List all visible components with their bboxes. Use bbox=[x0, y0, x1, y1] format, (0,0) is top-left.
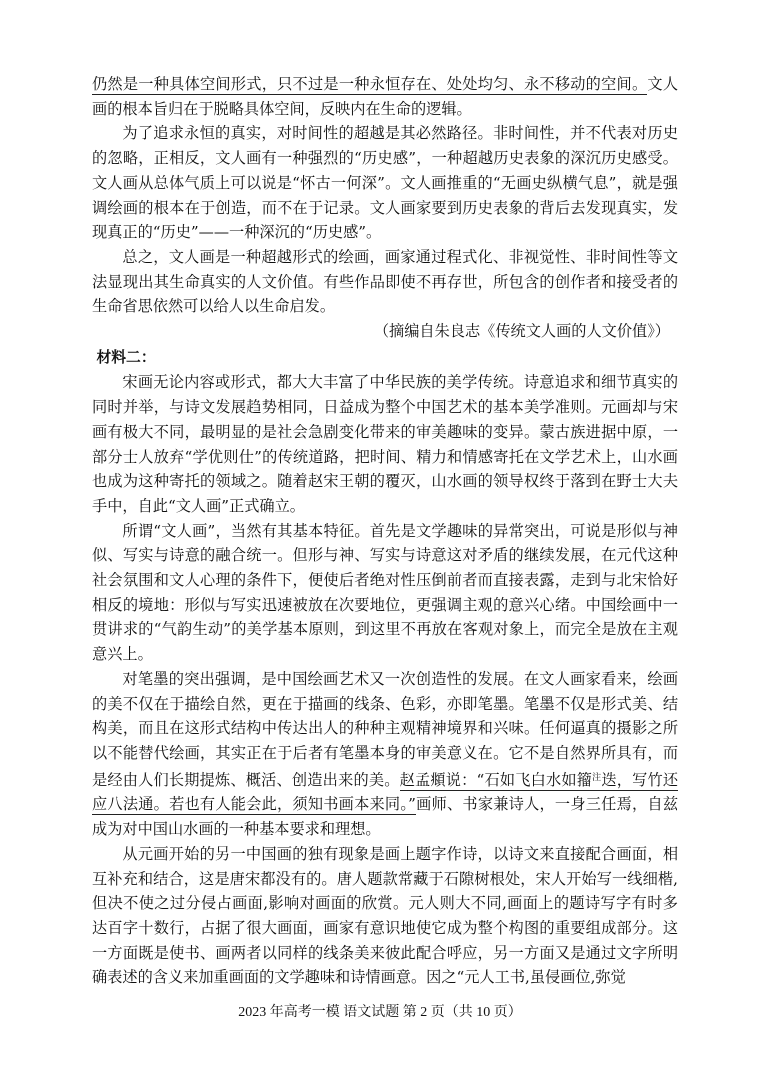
paragraph-history: 为了追求永恒的真实，对时间性的超越是其必然路径。非时间性，并不代表对历史的忽略，正相反，文人画有一种强烈的“历史感”，一种超越历史表象的深沉历史感受。文人画从总体气质上可以说是“怀古一何深”。文人画推重的“无画史纵横气息”，就是强调绘画的根本在于创造，而不在于记录。文人画家要到历史表象的背后去发现真实，发现真正的“历史”——一种深沉的“历史感”。 bbox=[92, 124, 678, 242]
paragraph-text: 画师、书家兼诗人，一身三任焉，自兹成为对中国山水画的一种基本要求和理想。 bbox=[92, 795, 679, 839]
paragraph-literati-features: 所谓“文人画”，当然有其基本特征。首先是文学趣味的异常突出，可说是形似与神似、写实与诗意的融合统一。但形与神、写实与诗意这对矛盾的继续发展，在元代这种社会氛围和文人心理的条件下，便使后者绝对性压倒前者而直接表露，走到与北宋恰好相反的境地：形似与写实迅速被放在次要地位，更强调主观的意兴心绪。中国绘画中一贯讲求的“气韵生动”的美学基本原则，到这里不再放在客观对象上，而完全是放在主观意兴上。 bbox=[92, 521, 678, 664]
body-text bbox=[92, 72, 678, 990]
page-footer: 2023 年高考一模 语文试题 第 2 页（共 10 页） bbox=[238, 1005, 522, 1020]
material-two-heading: 材料二： bbox=[96, 348, 156, 366]
paragraph-song-yuan: 宋画无论内容或形式，都大大丰富了中华民族的美学传统。诗意追求和细节真实的同时并举，与诗文发展趋势相同，日益成为整个中国艺术的基本美学准则。元画却与宋画有极大不同，最明显的是社会急剧变化带来的审美趣味的变异。蒙古族进据中原，一部分士人放弃“学优则仕”的传统道路，把时间、精力和情感寄托在文学艺术上，山水画也成为这种寄托的领域之。随着赵宋王朝的覆灭，山水画的领导权终于落到在野士大夫手中，自此“文人画”正式确立。 bbox=[92, 373, 678, 515]
paragraph-continued bbox=[92, 72, 678, 121]
paragraph-inscription: 从元画开始的另一中国画的独有现象是画上题字作诗，以诗文来直接配合画面，相互补充和结合，这是唐宋都没有的。唐人题款常藏于石隙树根处，宋人开始写一线细楷,但决不使之过分侵占画面,影响对画面的欣赏。元人则大不同,画面上的题诗写字有时多达百字十数行，占据了很大画面，画家有意识地使它成为整个构图的重要组成部分。这一方面既是使书、画两者以同样的线条美来彼此配合呼应，另一方面又是通过文字所明确表述的含义来加重画面的文学趣味和诗情画意。因之“元人工书,虽侵画位,弥觉 bbox=[92, 844, 678, 987]
underlined-sentence: 仍然是一种具体空间形式，只不过是一种永恒存在、处处均匀、永不移动的空间。 bbox=[92, 75, 648, 93]
source-citation: （摘编自朱良志《传统文人画的人文价值》） bbox=[373, 322, 670, 341]
paragraph-text: 对笔墨的突出强调，是中国绘画艺术又一次创造性的发展。在文人画家看来，绘画的美不仅在于描绘自然，更在于描画的线条、色彩，亦即笔墨。笔墨不仅是形式美、结构美，而且在这形式结构中传达出人的种种主观精神境界和兴味。任何逼真的摄影之所以不能替代绘画，其实正在于后者有笔墨本身的审美意义在。它不是自然界所具有，而是经由人们长期提炼、概活、创造出来的美。 bbox=[92, 669, 678, 789]
paragraph-summary: 总之，文人画是一种超越形式的绘画，画家通过程式化、非视觉性、非时间性等文法显现出其生命真实的人文价值。有些作品即使不再存世，所包含的创作者和接受者的生命省思依然可以给人以生命启发。 bbox=[92, 247, 678, 316]
quote-text: 迭，写竹还应八法通。若也有人能会此，须知书画本来同。” bbox=[92, 770, 679, 814]
footnote-mark: 注 bbox=[592, 772, 602, 783]
paragraph-text: 文人画的根本旨归在于脱略具体空间，反映内在生命的逻辑。 bbox=[92, 75, 679, 118]
paragraph-brushwork bbox=[92, 667, 678, 842]
quote-text: 赵孟頫说：“石如飞白水如籀 bbox=[399, 770, 593, 789]
